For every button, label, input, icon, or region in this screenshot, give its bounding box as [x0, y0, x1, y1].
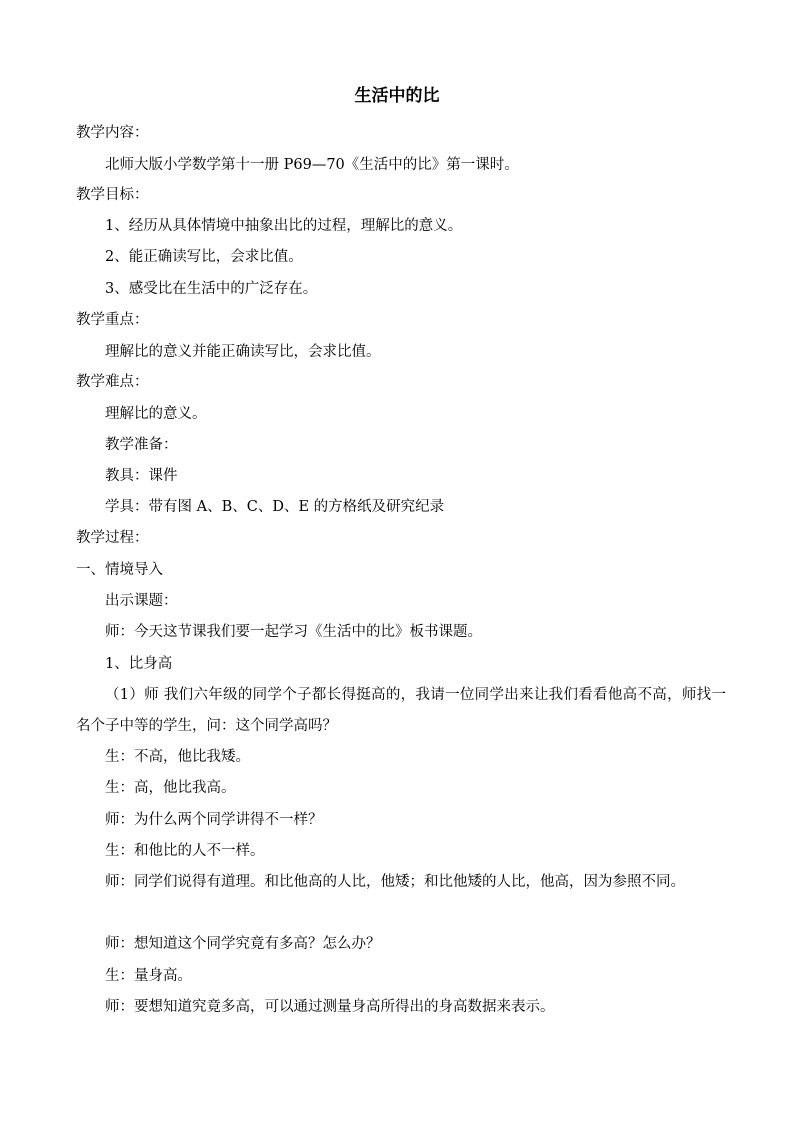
heading-teaching-process: 教学过程： — [76, 530, 149, 546]
heading-teaching-goals: 教学目标： — [76, 187, 149, 203]
paragraph-line: 理解比的意义并能正确读写比，会求比值。 — [105, 344, 381, 360]
dialogue-line: 生：不高，他比我矮。 — [105, 749, 250, 765]
paragraph-line: 1、经历从具体情境中抽象出比的过程，理解比的意义。 — [105, 218, 463, 234]
subsection-heading: 1、比身高 — [105, 656, 173, 672]
paragraph-line: 学具：带有图 A、B、C、D、E 的方格纸及研究纪录 — [105, 499, 445, 515]
paragraph-line: 出示课题： — [105, 593, 178, 609]
paragraph-line: 师：今天这节课我们要一起学习《生活中的比》板书课题。 — [105, 624, 482, 640]
paragraph-line: 北师大版小学数学第十一册 P69—70《生活中的比》第一课时。 — [105, 157, 519, 173]
dialogue-line: 生：量身高。 — [105, 968, 192, 984]
paragraph-line: 教具：课件 — [105, 468, 178, 484]
heading-difficulties: 教学难点： — [76, 374, 149, 390]
dialogue-line: 师：要想知道究竟多高，可以通过测量身高所得出的身高数据来表示。 — [105, 999, 555, 1015]
heading-key-points: 教学重点： — [76, 312, 149, 328]
paragraph-line: 3、感受比在生活中的广泛存在。 — [105, 281, 318, 297]
dialogue-line: 生：高，他比我高。 — [105, 780, 236, 796]
dialogue-line: 师：想知道这个同学究竟有多高？怎么办？ — [105, 936, 381, 952]
paragraph-wrapped: （1）师 我们六年级的同学个子都长得挺高的，我请一位同学出来让我们看看他高不高，师找一名个子中等的学生，问：这个同学高吗？ — [76, 687, 726, 734]
document-title: 生活中的比 — [354, 86, 440, 106]
paragraph-line: 2、能正确读写比，会求比值。 — [105, 249, 303, 265]
heading-preparation: 教学准备： — [105, 437, 178, 453]
dialogue-line: 生：和他比的人不一样。 — [105, 843, 265, 859]
heading-teaching-content: 教学内容： — [76, 125, 149, 141]
section-heading: 一、情境导入 — [76, 562, 163, 578]
dialogue-line: 师：为什么两个同学讲得不一样？ — [105, 812, 323, 828]
paragraph-line: 理解比的意义。 — [105, 406, 207, 422]
paragraph-wrapped: 师：同学们说得有道理。和比他高的人比，他矮；和比他矮的人比，他高，因为参照不同。 — [105, 874, 685, 890]
